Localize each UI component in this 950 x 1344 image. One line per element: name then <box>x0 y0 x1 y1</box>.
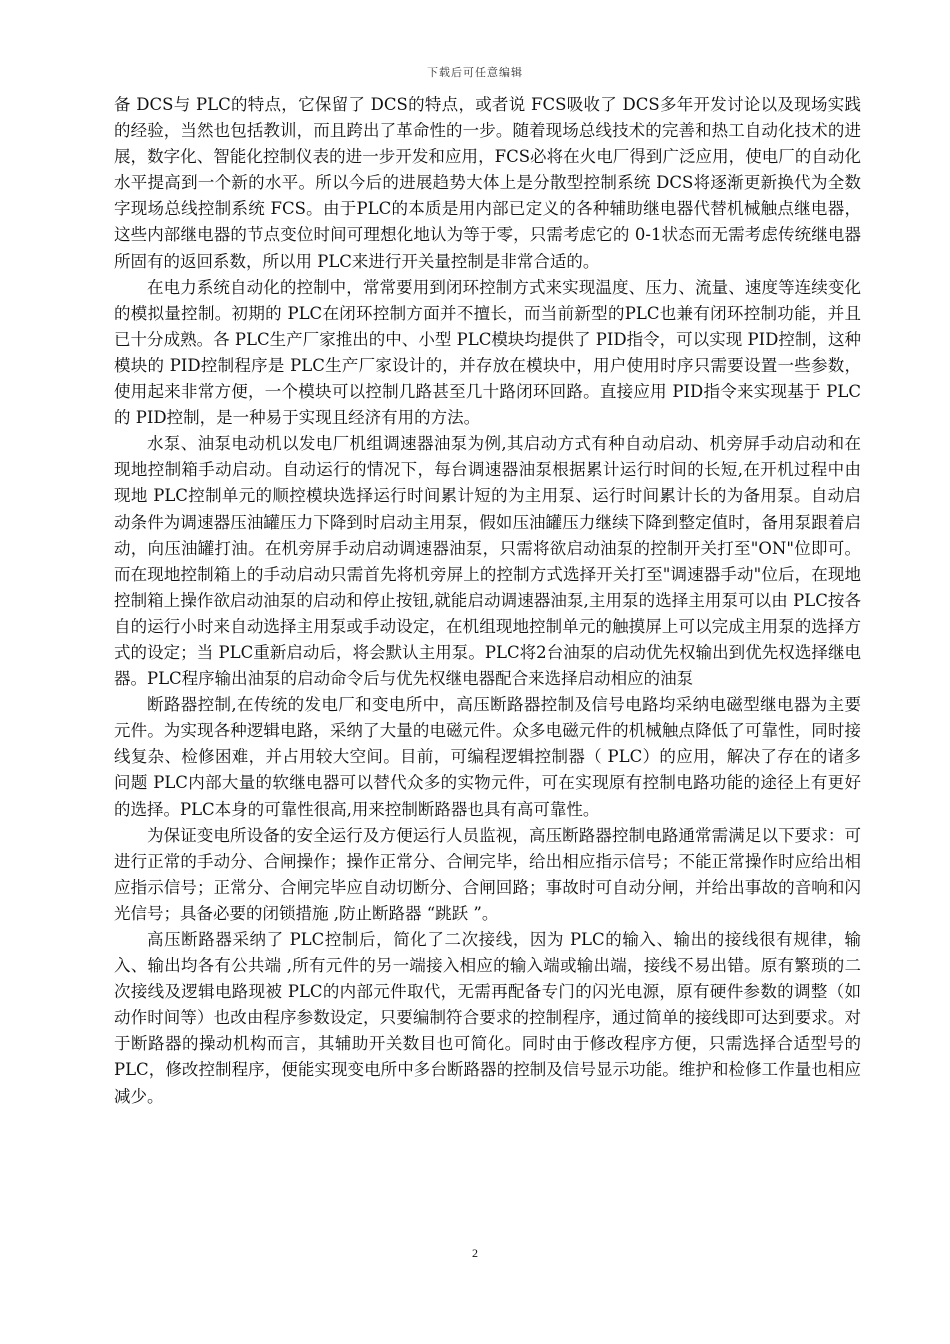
document-body <box>114 92 861 1110</box>
paragraph-3: 水泵、油泵电动机以发电厂机组调速器油泵为例,其启动方式有种自动启动、机旁屏手动启动和在现地控制箱手动启动。自动运行的情况下，每台调速器油泵根据累计运行时间的长短,在开机过程中由现地 PLC控制单元的顺控模块选择运行时间累计短的为主用泵、运行时间累计长的为备用泵。自动启动条件为调速器压油罐压力下降到时启动主用泵，假如压油罐压力继续下降到整定值时，备用泵跟着启动，向压油罐打油。在机旁屏手动启动调速器油泵，只需将欲启动油泵的控制开关打至"ON"位即可。而在现地控制箱上的手动启动只需首先将机旁屏上的控制方式选择开关打至"调速器手动"位后，在现地控制箱上操作欲启动油泵的启动和停止按钮,就能启动调速器油泵,主用泵的选择主用泵可以由 PLC按各自的运行小时来自动选择主用泵或手动设定，在机组现地控制单元的触摸屏上可以完成主用泵的选择方式的设定；当 PLC重新启动后，将会默认主用泵。PLC将2台油泵的启动优先权输出到优先权选择继电器。PLC程序输出油泵的启动命令后与优先权继电器配合来选择启动相应的油泵 <box>114 434 861 689</box>
paragraph-4: 断路器控制,在传统的发电厂和变电所中，高压断路器控制及信号电路均采纳电磁型继电器为主要元件。为实现各种逻辑电路，采纳了大量的电磁元件。众多电磁元件的机械触点降低了可靠性，同时接线复杂、检修困难，并占用较大空间。目前，可编程逻辑控制器（ PLC）的应用，解决了存在的诸多问题 PLC内部大量的软继电器可以替代众多的实物元件，可在实现原有控制电路功能的途径上有更好的选择。PLC本身的可靠性很高,用来控制断路器也具有高可靠性。 <box>114 695 861 819</box>
paragraph-1: 备 DCS与 PLC的特点，它保留了 DCS的特点，或者说 FCS吸收了 DCS多年开发讨论以及现场实践的经验，当然也包括教训，而且跨出了革命性的一步。随着现场总线技术的完善和热工自动化技术的进展，数字化、智能化控制仪表的进一步开发和应用，FCS必将在火电厂得到广泛应用，使电厂的自动化水平提高到一个新的水平。所以今后的进展趋势大体上是分散型控制系统 DCS将逐渐更新换代为全数字现场总线控制系统 FCS。由于PLC的本质是用内部已定义的各种辅助继电器代替机械触点继电器，这些内部继电器的节点变位时间可理想化地认为等于零，只需考虑它的 0-1状态而无需考虑传统继电器所固有的返回系数，所以用 PLC来进行开关量控制是非常合适的。 <box>114 95 861 271</box>
paragraph-6: 高压断路器采纳了 PLC控制后，简化了二次接线，因为 PLC的输入、输出的接线很有规律，输入、输出均各有公共端 ,所有元件的另一端接入相应的输入端或输出端，接线不易出错。原有繁琐的二次接线及逻辑电路现被 PLC的内部元件取代，无需再配备专门的闪光电源，原有硬件参数的调整（如动作时间等）也改由程序参数设定，只要编制符合要求的控制程序，通过简单的接线即可达到要求。对于断路器的操动机构而言，其辅助开关数目也可简化。同时由于修改程序方便，只需选择合适型号的 PLC，修改控制程序，便能实现变电所中多台断路器的控制及信号显示功能。维护和检修工作量也相应减少。 <box>114 930 861 1106</box>
page-number: 2 <box>472 1246 478 1260</box>
paragraph-5: 为保证变电所设备的安全运行及方便运行人员监视，高压断路器控制电路通常需满足以下要求：可进行正常的手动分、合闸操作；操作正常分、合闸完毕，给出相应指示信号；不能正常操作时应给出相应指示信号；正常分、合闸完毕应自动切断分、合闸回路；事故时可自动分闸，并给出事故的音响和闪光信号；具备必要的闭锁措施 ,防止断路器 “跳跃 ”。 <box>114 825 861 923</box>
page-header: 下载后可任意编辑 <box>427 66 523 79</box>
paragraph-2: 在电力系统自动化的控制中，常常要用到闭环控制方式来实现温度、压力、流量、速度等连续变化的模拟量控制。初期的 PLC在闭环控制方面并不擅长，而当前新型的PLC也兼有闭环控制功能，并且已十分成熟。各 PLC生产厂家推出的中、小型 PLC模块均提供了 PID指令，可以实现 PID控制，这种模块的 PID控制程序是 PLC生产厂家设计的，并存放在模块中，用户使用时序只需要设置一些参数，使用起来非常方便，一个模块可以控制几路甚至几十路闭环回路。直接应用 PID指令来实现基于 PLC的 PID控制，是一种易于实现且经济有用的方法。 <box>114 277 861 428</box>
